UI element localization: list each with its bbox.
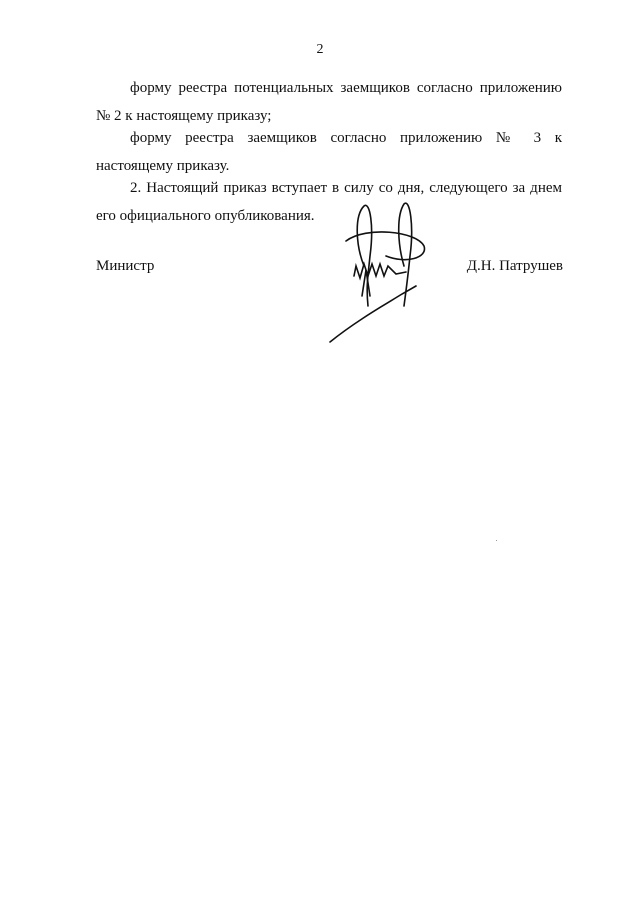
paragraph-effective-date: 2. Настоящий приказ вступает в силу со дня, следующего за днем его официального опубликования. (96, 180, 562, 224)
page-number: 2 (316, 42, 324, 57)
scan-speck (496, 540, 497, 541)
handwritten-signature (326, 196, 426, 346)
paragraph-registry-borrowers: форму реестра заемщиков согласно приложению № 3 к настоящему приказу. (96, 130, 562, 174)
signatory-name: Д.Н. Патрушев (466, 258, 563, 274)
paragraph-registry-potential-borrowers: форму реестра потенциальных заемщиков согласно приложению № 2 к настоящему приказу; (96, 80, 562, 124)
signatory-title: Министр (96, 258, 155, 274)
